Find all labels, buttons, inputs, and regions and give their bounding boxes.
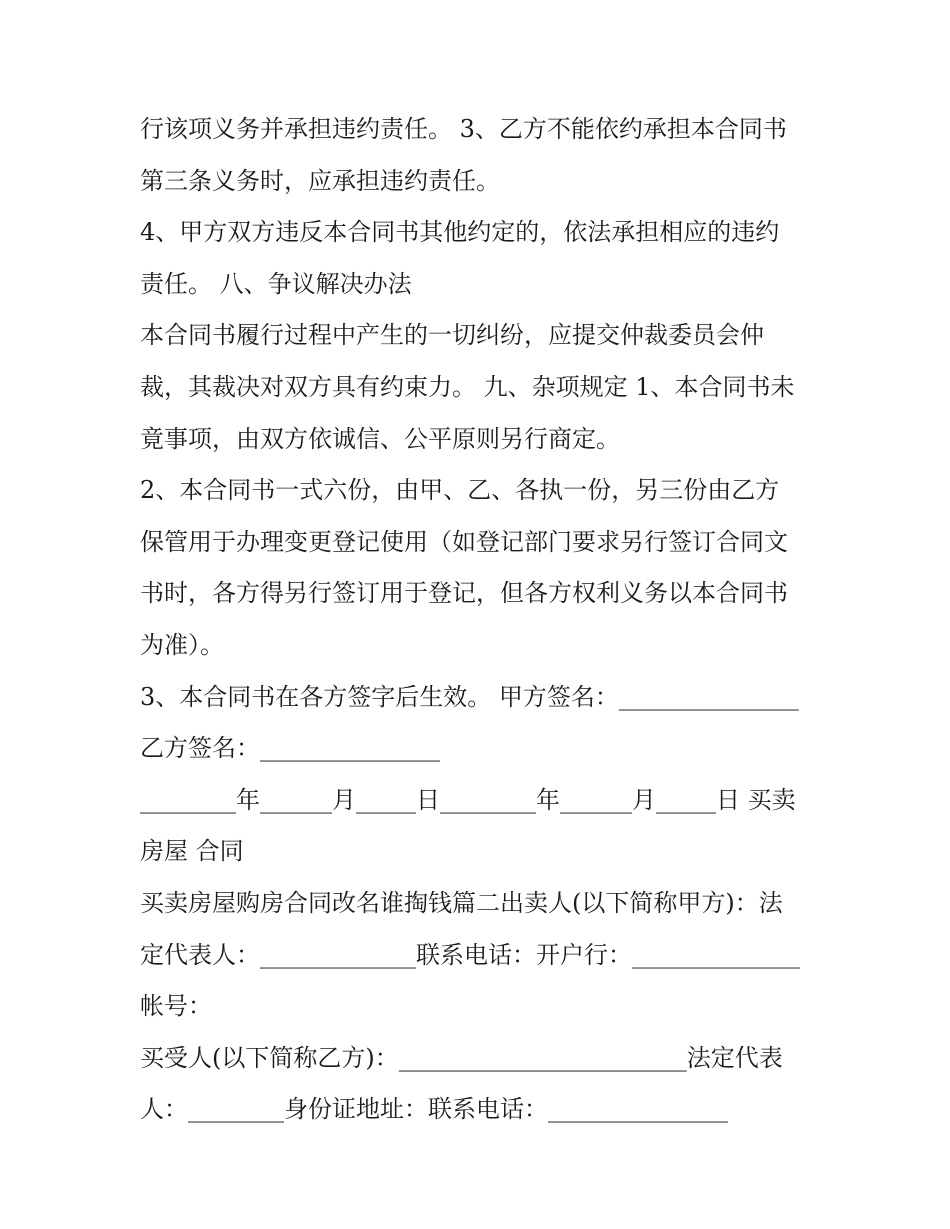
- text-line-10: 书时，各方得另行签订用于登记，但各方权利义务以本合同书: [140, 579, 788, 608]
- text-line-2: 第三条义务时，应承担违约责任。: [140, 166, 500, 195]
- text-line-3: 4、甲方双方违反本合同书其他约定的，依法承担相应的违约: [140, 218, 780, 247]
- text-line-7: 竟事项，由双方依诚信、公平原则另行商定。: [140, 424, 620, 453]
- buyer-line: 买受人(以下简称乙方)：________________________法定代表: [140, 1043, 783, 1072]
- text-line-4: 责任。 八、争议解决办法: [140, 269, 412, 298]
- text-line-6: 裁，其裁决对双方具有约束力。 九、杂项规定 1、本合同书未: [140, 372, 795, 401]
- account-number-line: 帐号：: [140, 992, 212, 1021]
- date-line: ________年______月_____日________年______月_____日 买卖: [140, 785, 796, 814]
- text-line-9: 保管用于办理变更登记使用（如登记部门要求另行签订合同文: [140, 527, 788, 556]
- text-line-1: 行该项义务并承担违约责任。 3、乙方不能依约承担本合同书: [140, 115, 787, 143]
- text-line-11: 为准）。: [140, 630, 224, 659]
- text-line-16: 买卖房屋购房合同改名谁掏钱篇二出卖人(以下简称甲方)：法: [140, 888, 783, 917]
- text-line-8: 2、本合同书一式六份，由甲、乙、各执一份，另三份由乙方: [140, 476, 780, 505]
- signature-line-party-a: 3、本合同书在各方签字后生效。 甲方签名：_______________: [140, 682, 799, 711]
- representative-phone-bank-line: 定代表人：_____________联系电话：开户行：______________: [140, 940, 800, 969]
- section-title: 房屋 合同: [140, 837, 244, 866]
- text-line-5: 本合同书履行过程中产生的一切纠纷，应提交仲裁委员会仲: [140, 321, 764, 350]
- buyer-id-phone-line: 人：________身份证地址：联系电话：_______________: [140, 1095, 728, 1124]
- signature-line-party-b: 乙方签名：_______________: [140, 734, 440, 763]
- contract-text: [140, 104, 830, 1136]
